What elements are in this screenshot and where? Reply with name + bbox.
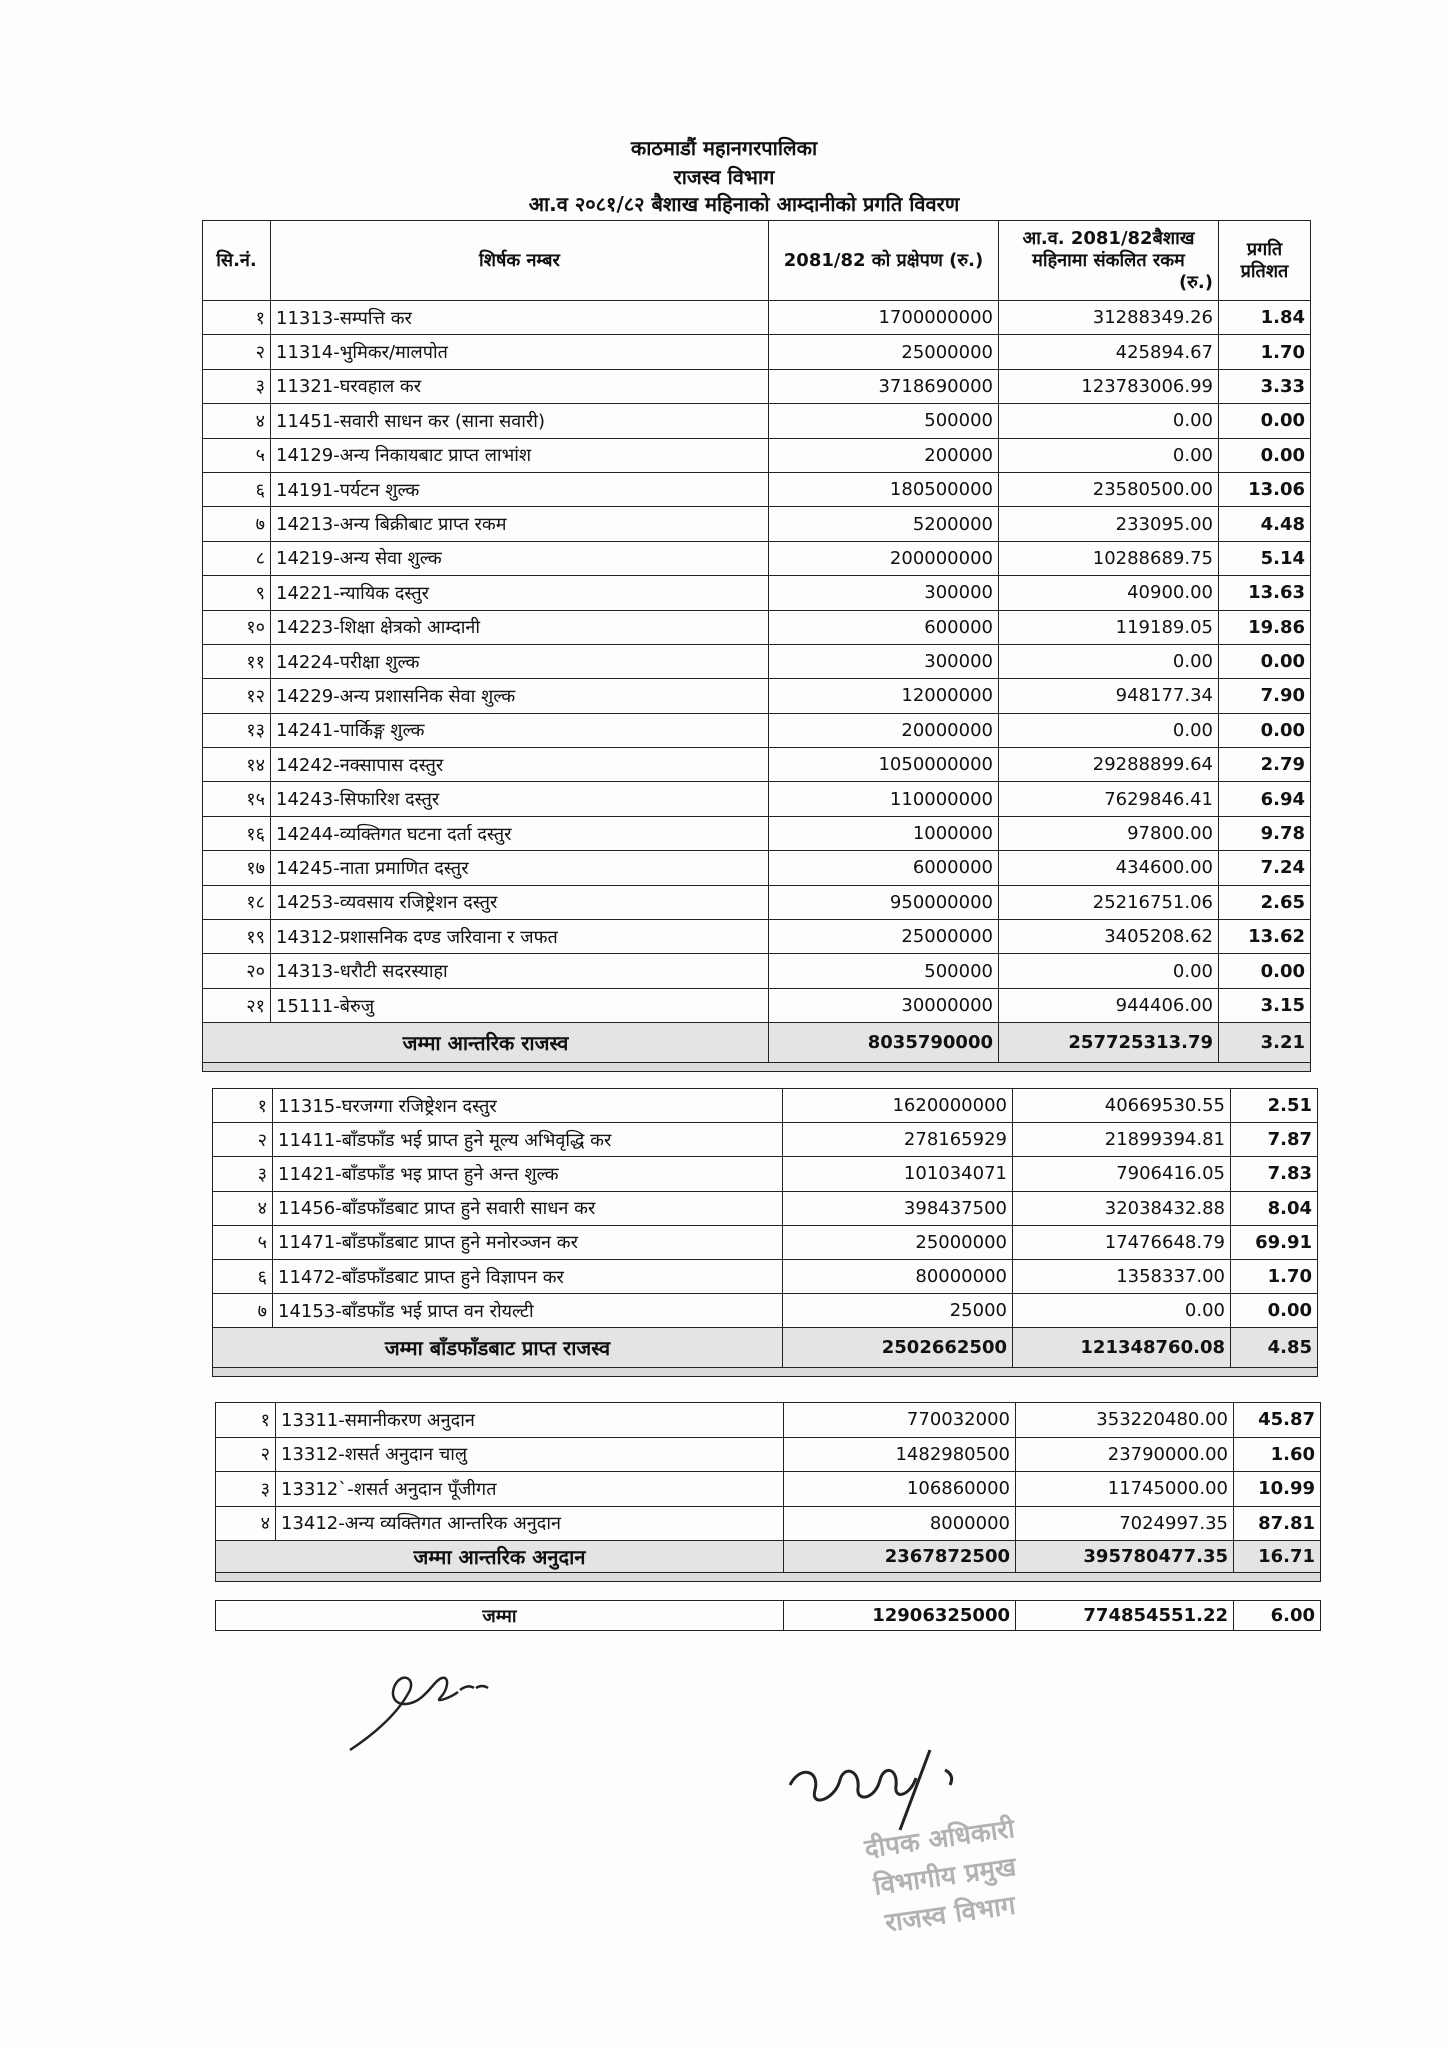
row-collected: 7629846.41 [999,782,1219,816]
row-sn: ११ [203,644,271,678]
row-progress: 0.00 [1219,713,1311,747]
row-head: 11472-बाँडफाँडबाट प्राप्त हुने विज्ञापन कर [273,1259,783,1293]
row-head: 14223-शिक्षा क्षेत्रको आम्दानी [271,610,769,644]
row-collected: 0.00 [999,404,1219,438]
row-sn: २ [203,335,271,369]
table-row [203,335,1311,369]
row-progress: 6.94 [1219,782,1311,816]
row-projection: 25000000 [769,920,999,954]
row-progress: 0.00 [1219,954,1311,988]
row-projection: 1050000000 [769,748,999,782]
row-projection: 5200000 [769,507,999,541]
row-sn: ३ [216,1472,276,1507]
row-collected: 123783006.99 [999,369,1219,403]
row-progress: 13.63 [1219,576,1311,610]
row-collected: 40669530.55 [1013,1089,1231,1123]
section-separator [216,1573,1321,1582]
row-head: 14219-अन्य सेवा शुल्क [271,541,769,575]
row-progress: 1.70 [1219,335,1311,369]
section-total-progress: 4.85 [1231,1328,1318,1368]
row-head: 14253-व्यवसाय रजिष्ट्रेशन दस्तुर [271,885,769,919]
row-progress: 1.60 [1234,1437,1321,1472]
table-row [203,610,1311,644]
row-head: 15111-बेरुजु [271,988,769,1022]
section-total-row [213,1328,1318,1368]
row-progress: 9.78 [1219,816,1311,850]
row-head: 13311-समानीकरण अनुदान [276,1403,784,1438]
row-collected: 32038432.88 [1013,1191,1231,1225]
table-row [213,1225,1318,1259]
row-head: 11411-बाँडफाँड भई प्राप्त हुने मूल्य अभिवृद्धि कर [273,1123,783,1157]
row-collected: 97800.00 [999,816,1219,850]
row-collected: 3405208.62 [999,920,1219,954]
section-total-label: जम्मा बाँडफाँडबाट प्राप्त राजस्व [213,1328,783,1368]
grand-total-projection: 12906325000 [784,1601,1016,1631]
row-head: 14224-परीक्षा शुल्क [271,644,769,678]
row-progress: 0.00 [1219,404,1311,438]
row-sn: १४ [203,748,271,782]
row-head: 11313-सम्पत्ति कर [271,301,769,335]
table-row [203,472,1311,506]
section-total-progress: 3.21 [1219,1023,1311,1063]
row-projection: 1000000 [769,816,999,850]
row-sn: ६ [203,472,271,506]
row-projection: 12000000 [769,679,999,713]
table-row [213,1294,1318,1328]
table-row [213,1123,1318,1157]
row-sn: ४ [216,1506,276,1541]
table-row [216,1437,1321,1472]
grand-total-collected: 774854551.22 [1016,1601,1234,1631]
section-total-row [203,1023,1311,1063]
row-head: 11471-बाँडफाँडबाट प्राप्त हुने मनोरञ्जन कर [273,1225,783,1259]
table-row [203,644,1311,678]
table-row [213,1191,1318,1225]
row-head: 13312-शसर्त अनुदान चालु [276,1437,784,1472]
row-projection: 1620000000 [783,1089,1013,1123]
table-row [203,507,1311,541]
row-sn: १० [203,610,271,644]
row-progress: 0.00 [1219,644,1311,678]
row-progress: 2.65 [1219,885,1311,919]
row-head: 13312`-शसर्त अनुदान पूँजीगत [276,1472,784,1507]
col-head: शिर्षक नम्बर [271,221,769,301]
row-sn: १३ [203,713,271,747]
row-sn: ४ [203,404,271,438]
table-row [213,1157,1318,1191]
section-total-label: जम्मा आन्तरिक अनुदान [216,1541,784,1573]
row-projection: 180500000 [769,472,999,506]
row-collected: 1358337.00 [1013,1259,1231,1293]
row-sn: ९ [203,576,271,610]
row-projection: 20000000 [769,713,999,747]
row-collected: 10288689.75 [999,541,1219,575]
table-row [203,920,1311,954]
row-sn: २० [203,954,271,988]
row-head: 11314-भुमिकर/मालपोत [271,335,769,369]
row-head: 13412-अन्य व्यक्तिगत आन्तरिक अनुदान [276,1506,784,1541]
row-sn: २१ [203,988,271,1022]
row-progress: 69.91 [1231,1225,1318,1259]
row-progress: 7.90 [1219,679,1311,713]
row-progress: 13.06 [1219,472,1311,506]
grand-total-table [215,1600,1321,1631]
row-head: 14243-सिफारिश दस्तुर [271,782,769,816]
section-total-projection: 2502662500 [783,1328,1013,1368]
row-sn: ४ [213,1191,273,1225]
row-projection: 110000000 [769,782,999,816]
row-head: 14213-अन्य बिक्रीबाट प्राप्त रकम [271,507,769,541]
row-projection: 200000 [769,438,999,472]
row-progress: 2.79 [1219,748,1311,782]
row-progress: 10.99 [1234,1472,1321,1507]
table-row [203,576,1311,610]
row-progress: 45.87 [1234,1403,1321,1438]
revenue-table-shared [212,1088,1318,1377]
row-collected: 23580500.00 [999,472,1219,506]
table-row [203,404,1311,438]
row-projection: 6000000 [769,851,999,885]
section-total-label: जम्मा आन्तरिक राजस्व [203,1023,769,1063]
row-collected: 7024997.35 [1016,1506,1234,1541]
table-row [203,438,1311,472]
row-sn: ७ [203,507,271,541]
row-sn: २ [216,1437,276,1472]
row-head: 14312-प्रशासनिक दण्ड जरिवाना र जफत [271,920,769,954]
row-progress: 3.33 [1219,369,1311,403]
row-head: 14229-अन्य प्रशासनिक सेवा शुल्क [271,679,769,713]
table-row [203,748,1311,782]
table-row [203,885,1311,919]
row-sn: १ [203,301,271,335]
row-projection: 8000000 [784,1506,1016,1541]
row-projection: 278165929 [783,1123,1013,1157]
revenue-table-grants [215,1402,1321,1582]
row-collected: 0.00 [999,713,1219,747]
row-projection: 398437500 [783,1191,1013,1225]
row-progress: 4.48 [1219,507,1311,541]
row-collected: 40900.00 [999,576,1219,610]
grand-total-label: जम्मा [216,1601,784,1631]
grand-total-progress: 6.00 [1234,1601,1321,1631]
row-progress: 2.51 [1231,1089,1318,1123]
table-row [203,954,1311,988]
row-sn: १ [213,1089,273,1123]
row-progress: 19.86 [1219,610,1311,644]
row-collected: 353220480.00 [1016,1403,1234,1438]
row-collected: 0.00 [999,644,1219,678]
row-head: 14245-नाता प्रमाणित दस्तुर [271,851,769,885]
row-head: 11321-घरवहाल कर [271,369,769,403]
row-projection: 200000000 [769,541,999,575]
row-progress: 7.87 [1231,1123,1318,1157]
row-head: 14241-पार्किङ्ग शुल्क [271,713,769,747]
col-progress: प्रगति प्रतिशत [1219,221,1311,301]
row-sn: १८ [203,885,271,919]
row-projection: 300000 [769,644,999,678]
report-title: आ.व २०८१/८२ बैशाख महिनाको आम्दानीको प्रगति विवरण [528,192,960,216]
section-separator [203,1063,1311,1072]
row-progress: 0.00 [1231,1294,1318,1328]
row-progress: 13.62 [1219,920,1311,954]
row-head: 14244-व्यक्तिगत घटना दर्ता दस्तुर [271,816,769,850]
row-collected: 29288899.64 [999,748,1219,782]
row-collected: 119189.05 [999,610,1219,644]
row-collected: 23790000.00 [1016,1437,1234,1472]
section-total-collected: 395780477.35 [1016,1541,1234,1573]
row-projection: 950000000 [769,885,999,919]
row-projection: 30000000 [769,988,999,1022]
row-projection: 25000000 [783,1225,1013,1259]
row-projection: 101034071 [783,1157,1013,1191]
row-sn: १२ [203,679,271,713]
official-stamp: दीपक अधिकारी विभागीय प्रमुख राजस्व विभाग [862,1814,1019,1939]
table-row [213,1089,1318,1123]
table-row [216,1472,1321,1507]
row-sn: २ [213,1123,273,1157]
col-sn: सि.नं. [203,221,271,301]
row-projection: 1700000000 [769,301,999,335]
row-sn: १ [216,1403,276,1438]
row-collected: 0.00 [1013,1294,1231,1328]
row-collected: 25216751.06 [999,885,1219,919]
row-projection: 106860000 [784,1472,1016,1507]
row-sn: ५ [213,1225,273,1259]
row-sn: ७ [213,1294,273,1328]
section-total-projection: 2367872500 [784,1541,1016,1573]
row-head: 11315-घरजग्गा रजिष्ट्रेशन दस्तुर [273,1089,783,1123]
table-row [203,713,1311,747]
row-collected: 31288349.26 [999,301,1219,335]
table-row [203,301,1311,335]
table-row [203,541,1311,575]
row-sn: ५ [203,438,271,472]
row-head: 11456-बाँडफाँडबाट प्राप्त हुने सवारी साधन कर [273,1191,783,1225]
row-head: 14221-न्यायिक दस्तुर [271,576,769,610]
section-total-collected: 257725313.79 [999,1023,1219,1063]
row-collected: 21899394.81 [1013,1123,1231,1157]
row-projection: 500000 [769,404,999,438]
row-collected: 944406.00 [999,988,1219,1022]
row-collected: 948177.34 [999,679,1219,713]
row-sn: १९ [203,920,271,954]
row-projection: 500000 [769,954,999,988]
row-progress: 7.83 [1231,1157,1318,1191]
row-progress: 7.24 [1219,851,1311,885]
row-projection: 600000 [769,610,999,644]
table-row [203,782,1311,816]
row-head: 14129-अन्य निकायबाट प्राप्त लाभांश [271,438,769,472]
row-sn: ६ [213,1259,273,1293]
row-head: 11451-सवारी साधन कर (साना सवारी) [271,404,769,438]
section-total-row [216,1541,1321,1573]
row-projection: 1482980500 [784,1437,1016,1472]
revenue-table-internal [202,220,1311,1072]
section-total-projection: 8035790000 [769,1023,999,1063]
row-projection: 25000000 [769,335,999,369]
section-total-collected: 121348760.08 [1013,1328,1231,1368]
row-head: 14313-धरौटी सदरस्याहा [271,954,769,988]
row-progress: 5.14 [1219,541,1311,575]
row-projection: 770032000 [784,1403,1016,1438]
row-progress: 0.00 [1219,438,1311,472]
table-row [203,816,1311,850]
row-progress: 8.04 [1231,1191,1318,1225]
signature-left [340,1650,500,1760]
col-projection: 2081/82 को प्रक्षेपण (रु.) [769,221,999,301]
row-sn: १५ [203,782,271,816]
section-separator [213,1368,1318,1377]
row-projection: 80000000 [783,1259,1013,1293]
table-row [203,988,1311,1022]
row-head: 11421-बाँडफाँड भइ प्राप्त हुने अन्त शुल्क [273,1157,783,1191]
row-progress: 1.84 [1219,301,1311,335]
row-collected: 434600.00 [999,851,1219,885]
grand-total-row [216,1601,1321,1631]
row-collected: 0.00 [999,438,1219,472]
row-head: 14191-पर्यटन शुल्क [271,472,769,506]
section-total-progress: 16.71 [1234,1541,1321,1573]
table-row [203,679,1311,713]
row-collected: 17476648.79 [1013,1225,1231,1259]
row-collected: 7906416.05 [1013,1157,1231,1191]
row-projection: 300000 [769,576,999,610]
row-collected: 0.00 [999,954,1219,988]
department-name: राजस्व विभाग [673,165,775,189]
row-collected: 233095.00 [999,507,1219,541]
row-sn: ८ [203,541,271,575]
row-sn: ३ [203,369,271,403]
row-projection: 3718690000 [769,369,999,403]
office-name: काठमाडौं महानगरपालिका [630,136,818,160]
row-head: 14242-नक्सापास दस्तुर [271,748,769,782]
row-sn: ३ [213,1157,273,1191]
col-collected: आ.व. 2081/82बैशाख महिनामा संकलित रकम (रु.) [999,221,1219,301]
row-progress: 3.15 [1219,988,1311,1022]
table-row [203,369,1311,403]
table-row [216,1506,1321,1541]
row-collected: 425894.67 [999,335,1219,369]
table-row [216,1403,1321,1438]
table-row [213,1259,1318,1293]
row-head: 14153-बाँडफाँड भई प्राप्त वन रोयल्टी [273,1294,783,1328]
row-sn: १७ [203,851,271,885]
row-progress: 1.70 [1231,1259,1318,1293]
table-row [203,851,1311,885]
row-collected: 11745000.00 [1016,1472,1234,1507]
row-progress: 87.81 [1234,1506,1321,1541]
row-projection: 25000 [783,1294,1013,1328]
row-sn: १६ [203,816,271,850]
